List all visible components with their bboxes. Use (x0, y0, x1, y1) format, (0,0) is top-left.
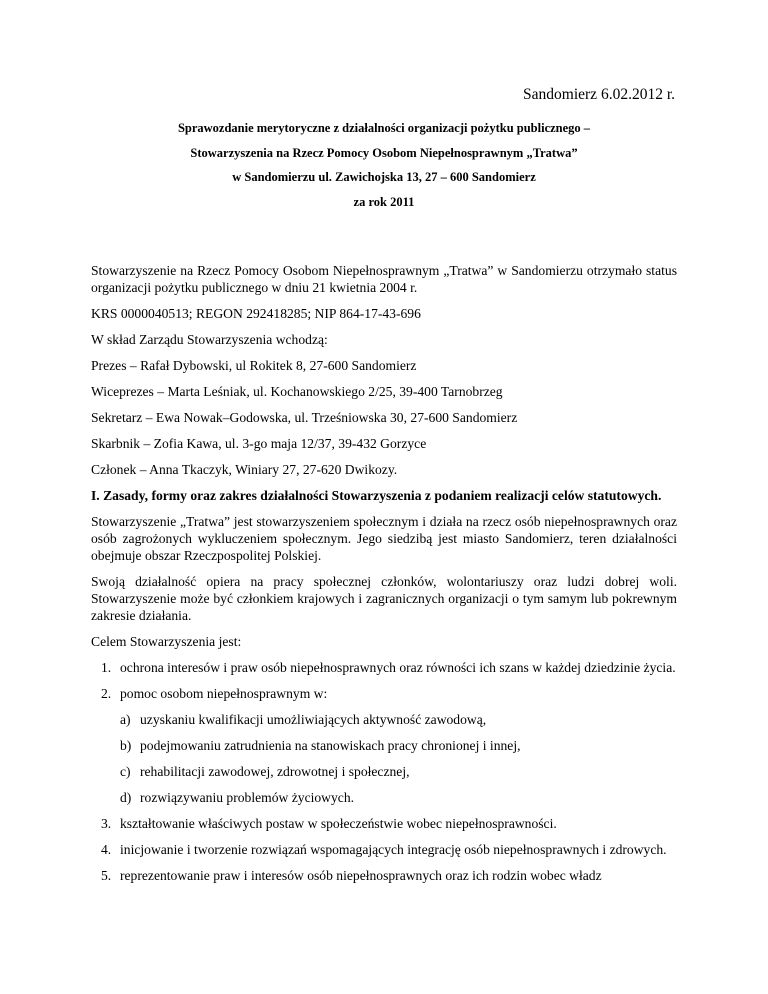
sublist-item-text: podejmowaniu zatrudnienia na stanowiskach pracy chronionej i innej, (140, 738, 521, 753)
title-line-1: Sprawozdanie merytoryczne z działalności organizacji pożytku publicznego – (177, 121, 591, 135)
sublist-item (120, 763, 677, 780)
list-number: 2. (101, 686, 112, 701)
list-number: 4. (101, 842, 112, 857)
sublist-item (120, 711, 677, 728)
title-line-3: w Sandomierzu ul. Zawichojska 13, 27 – 600 Sandomierz (232, 170, 536, 184)
sublist-letter: c) (120, 764, 131, 779)
list-number: 1. (101, 660, 112, 675)
paragraph-2: Swoją działalność opiera na pracy społecznej członków, wolontariuszy oraz ludzi dobrej woli. Stowarzyszenie może być członkiem krajowych i zagranicznych organizacji o tym samym lub pokrewnym zakresie działania. (91, 574, 677, 623)
sublist-item-text: rozwiązywaniu problemów życiowych. (140, 790, 355, 805)
board-member-vicepresident: Wiceprezes – Marta Leśniak, ul. Kochanowskiego 2/25, 39-400 Tarnobrzeg (91, 384, 503, 399)
section-heading: I. Zasady, formy oraz zakres działalności Stowarzyszenia z podaniem realizacji celów statutowych. (91, 488, 662, 503)
board-member-member: Członek – Anna Tkaczyk, Winiary 27, 27-620 Dwikozy. (91, 462, 398, 477)
document-body (91, 262, 677, 893)
goals-list (91, 659, 677, 884)
list-number: 3. (101, 816, 112, 831)
goals-intro: Celem Stowarzyszenia jest: (91, 634, 242, 649)
sublist-letter: b) (120, 738, 132, 753)
intro-paragraph: Stowarzyszenie na Rzecz Pomocy Osobom Niepełnosprawnym „Tratwa” w Sandomierzu otrzymało status organizacji pożytku publicznego w dniu 21 kwietnia 2004 r. (91, 263, 677, 295)
title-line-2: Stowarzyszenia na Rzecz Pomocy Osobom Niepełnosprawnym „Tratwa” (190, 146, 578, 160)
list-item (91, 867, 677, 884)
sublist-item (120, 789, 677, 806)
list-item (91, 685, 677, 806)
list-item (91, 659, 677, 676)
sublist-item (120, 737, 677, 754)
document-date: Sandomierz 6.02.2012 r. (523, 86, 675, 103)
sublist (120, 711, 677, 806)
sublist-letter: a) (120, 712, 131, 727)
board-intro: W skład Zarządu Stowarzyszenia wchodzą: (91, 332, 328, 347)
sublist-letter: d) (120, 790, 132, 805)
board-member-president: Prezes – Rafał Dybowski, ul Rokitek 8, 27-600 Sandomierz (91, 358, 417, 373)
list-item-text: pomoc osobom niepełnosprawnym w: (120, 686, 328, 701)
registry-ids: KRS 0000040513; REGON 292418285; NIP 864-17-43-696 (91, 306, 421, 321)
title-line-4: za rok 2011 (353, 195, 415, 209)
sublist-item-text: uzyskaniu kwalifikacji umożliwiających aktywność zawodową, (140, 712, 487, 727)
list-item-text: reprezentowanie praw i interesów osób niepełnosprawnych oraz ich rodzin wobec władz (120, 868, 602, 883)
paragraph-1: Stowarzyszenie „Tratwa” jest stowarzyszeniem społecznym i działa na rzecz osób niepełnosprawnych oraz osób zagrożonych wykluczeniem społecznym. Jego siedzibą jest miasto Sandomierz, teren działalności obejmuje obszar Rzeczpospolitej Polskiej. (91, 514, 677, 563)
list-number: 5. (101, 868, 112, 883)
list-item-text: ochrona interesów i praw osób niepełnosprawnych oraz równości ich szans w każdej dziedzinie życia. (120, 660, 676, 675)
board-member-secretary: Sekretarz – Ewa Nowak–Godowska, ul. Trześniowska 30, 27-600 Sandomierz (91, 410, 518, 425)
list-item (91, 815, 677, 832)
board-member-treasurer: Skarbnik – Zofia Kawa, ul. 3-go maja 12/37, 39-432 Gorzyce (91, 436, 427, 451)
list-item-text: kształtowanie właściwych postaw w społeczeństwie wobec niepełnosprawności. (120, 816, 557, 831)
list-item (91, 841, 677, 858)
list-item-text: inicjowanie i tworzenie rozwiązań wspomagających integrację osób niepełnosprawnych i zdrowych. (120, 842, 667, 857)
sublist-item-text: rehabilitacji zawodowej, zdrowotnej i społecznej, (140, 764, 410, 779)
